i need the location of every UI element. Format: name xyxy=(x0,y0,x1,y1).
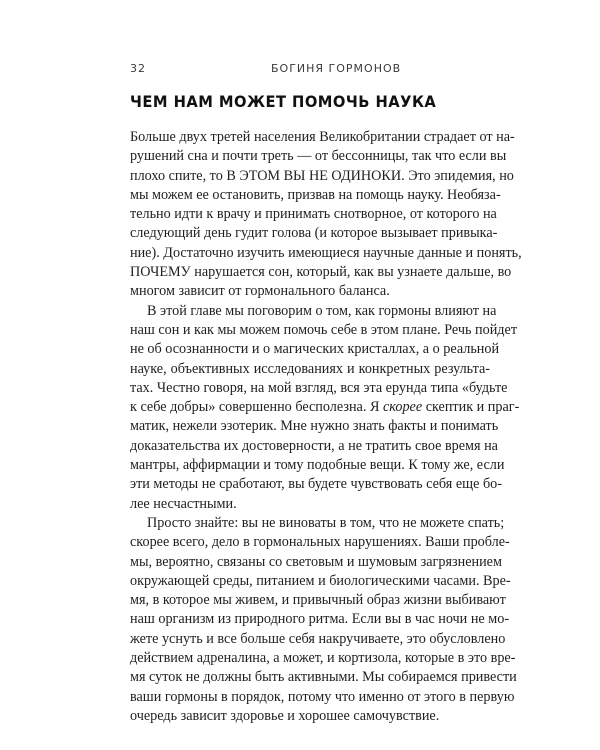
text-line: наш сон и как мы можем помочь себе в этом плане. Речь пойдет xyxy=(130,321,518,338)
text-line: тах. Честно говоря, на мой взгляд, вся эта ерунда типа «будьте xyxy=(130,379,508,396)
page-number: 32 xyxy=(130,62,146,75)
text-line: мы, вероятно, связаны со световым и шумовым загрязнением xyxy=(130,553,502,570)
text-segment: нежели эзотерик. Мне нужно знать факты и понимать xyxy=(172,418,499,435)
text-segment: к себе добры» совершенно бесполезна. Я xyxy=(130,399,383,416)
running-head xyxy=(130,62,490,78)
text-line: науке, объективных исследованиях и конкретных результа- xyxy=(130,360,490,377)
text-segment: матик, xyxy=(130,418,170,435)
text-line: действием адреналина, а может, и кортизола, которые в это вре- xyxy=(130,650,516,667)
section-heading: ЧЕМ НАМ МОЖЕТ ПОМОЧЬ НАУКА xyxy=(130,92,437,111)
text-line: многом зависит от гормонального баланса. xyxy=(130,283,390,300)
text-line: мя, в которое мы живем, и привычный образ жизни выбивают xyxy=(130,592,506,609)
text-line: Больше двух третей населения Великобритании страдает от на- xyxy=(130,129,515,145)
text-line: лее несчастными. xyxy=(130,495,237,512)
text-line: доказательства их достоверности, а не тратить свое время на xyxy=(130,437,498,454)
text-line-with-emphasis xyxy=(130,398,520,417)
text-line: наш организм из природного ритма. Если вы в час ночи не мо- xyxy=(130,611,510,628)
text-line-with-prefix xyxy=(130,417,499,436)
paragraph-3 xyxy=(130,514,517,726)
text-line: жете уснуть и все больше себя накручиваете, это обусловлено xyxy=(130,630,506,647)
emphasis-word: скорее xyxy=(382,399,423,416)
text-line: мы можем ее остановить, призвав на помощь науку. Необяза- xyxy=(130,186,501,203)
text-line: рушений сна и почти треть — от бессонницы, так что если вы xyxy=(130,148,507,165)
text-line: окружающей среды, питанием и биологическими часами. Вре- xyxy=(130,572,511,589)
text-line: мя суток не должны быть активными. Мы собираемся привести xyxy=(130,669,517,686)
text-line: тельно идти к врачу и принимать снотворное, от которого на xyxy=(130,206,497,223)
text-line: скорее всего, дело в гормональных нарушениях. Ваши пробле- xyxy=(130,534,510,551)
text-line: плохо спите, то В ЭТОМ ВЫ НЕ ОДИНОКИ. Это эпидемия, но xyxy=(130,167,514,184)
text-line: ние). Достаточно изучить имеющиеся научные данные и понять, xyxy=(130,244,522,261)
text-line: не об осознанности и о магических кристаллах, а о реальной xyxy=(130,341,500,358)
paragraph-1 xyxy=(130,128,522,302)
text-line: очередь зависит здоровье и хорошее самочувствие. xyxy=(130,707,440,724)
text-line: эти методы не сработают, вы будете чувствовать себя еще бо- xyxy=(130,476,502,493)
text-line: В этой главе мы поговорим о том, как гормоны влияют на xyxy=(147,302,497,319)
text-line: следующий день гудит голова (и которое вызывает привыка- xyxy=(130,225,498,242)
text-line: ваши гормоны в порядок, потому что именно от этого в первую xyxy=(130,688,515,705)
book-title: БОГИНЯ ГОРМОНОВ xyxy=(271,62,402,75)
text-line: мантры, аффирмации и тому подобные вещи. К тому же, если xyxy=(130,457,505,474)
body-text xyxy=(130,128,522,726)
text-segment: скептик и праг- xyxy=(422,399,520,416)
text-line: ПОЧЕМУ нарушается сон, который, как вы узнаете дальше, во xyxy=(130,264,512,281)
paragraph-2 xyxy=(130,302,520,514)
text-line: Просто знайте: вы не виноваты в том, что не можете спать; xyxy=(147,514,505,531)
